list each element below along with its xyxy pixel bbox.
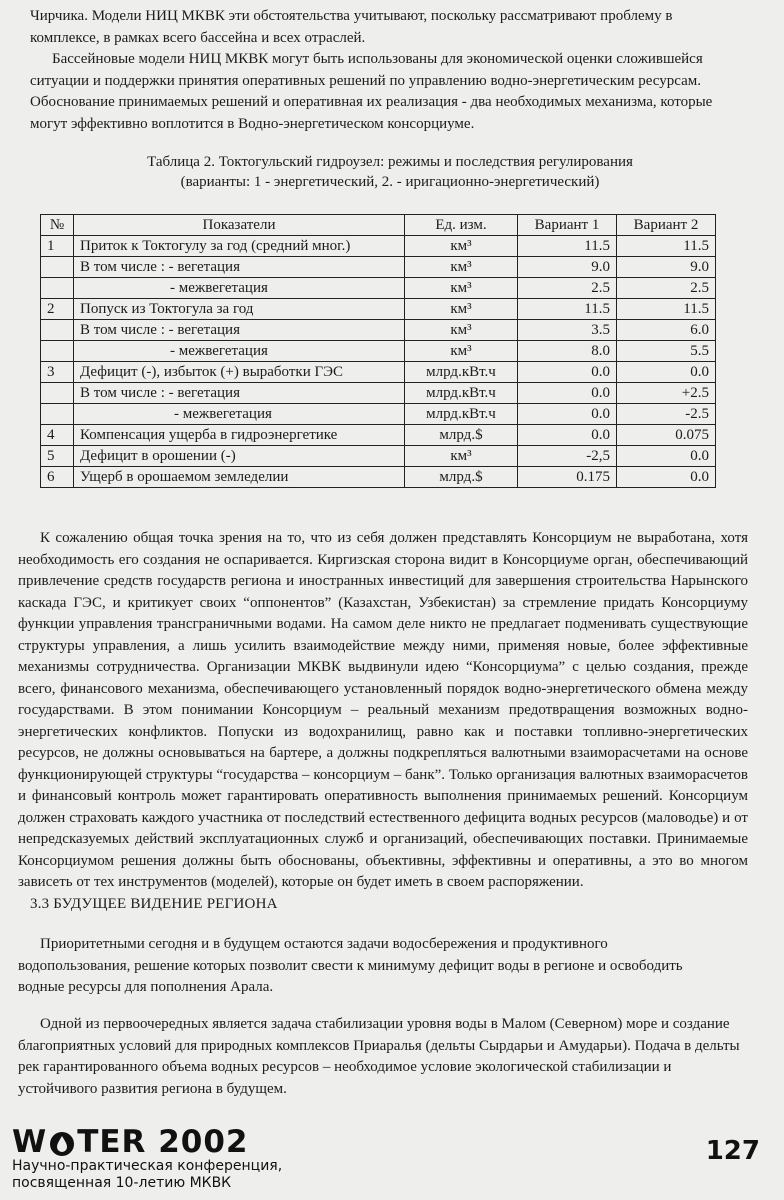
logo-letter-w: W	[12, 1124, 48, 1160]
header-indicator: Показатели	[74, 215, 405, 236]
row-num: 6	[41, 467, 74, 488]
table-row	[41, 257, 716, 278]
logo-text: TER 2002	[77, 1124, 249, 1160]
row-num	[41, 341, 74, 362]
table-row	[41, 299, 716, 320]
row-variant-1: 0.175	[518, 467, 617, 488]
table-row	[41, 362, 716, 383]
row-num: 1	[41, 236, 74, 257]
row-variant-1: -2,5	[518, 446, 617, 467]
row-variant-2: -2.5	[617, 404, 716, 425]
header-variant-2: Вариант 2	[617, 215, 716, 236]
row-variant-2: 5.5	[617, 341, 716, 362]
table-row	[41, 320, 716, 341]
row-num	[41, 383, 74, 404]
row-indicator: В том числе : - вегетация	[74, 383, 405, 404]
row-variant-1: 11.5	[518, 236, 617, 257]
table-header-row	[41, 215, 716, 236]
table-row	[41, 467, 716, 488]
row-indicator: - межвегетация	[74, 404, 405, 425]
row-unit: км³	[405, 299, 518, 320]
row-variant-1: 0.0	[518, 404, 617, 425]
row-variant-2: 11.5	[617, 299, 716, 320]
conference-line-2: посвященная 10-летию МКВК	[12, 1175, 232, 1191]
table-row	[41, 425, 716, 446]
intro-paragraph-1: Чирчика. Модели НИЦ МКВК эти обстоятельства учитывают, поскольку рассматривают проблему в комплексе, в рамках всего бассейна и всех отраслей.	[30, 8, 673, 46]
intro-text	[30, 6, 742, 135]
table-caption-variants: (варианты: 1 - энергетический, 2. - иригационно-энергетический)	[180, 174, 600, 190]
row-unit: млрд.$	[405, 425, 518, 446]
row-variant-2: 11.5	[617, 236, 716, 257]
row-variant-2: 6.0	[617, 320, 716, 341]
row-num	[41, 320, 74, 341]
row-variant-2: 9.0	[617, 257, 716, 278]
row-indicator: - межвегетация	[74, 278, 405, 299]
row-variant-2: 2.5	[617, 278, 716, 299]
paragraph-aral: Одной из первоочередных является задача стабилизации уровня воды в Малом (Северном) море и создание благоприятных условий для природных комплексов Приаралья (дельты Сырдарьи и Амударьи). Подача в дельты рек гарантированного объема водных ресурсов – необходимое условие экологической стабилизации и устойчивого развития региона в будущем.	[18, 1016, 740, 1097]
row-variant-2: 0.0	[617, 362, 716, 383]
row-variant-1: 0.0	[518, 362, 617, 383]
row-variant-1: 9.0	[518, 257, 617, 278]
table-row	[41, 383, 716, 404]
row-unit: км³	[405, 257, 518, 278]
row-unit: км³	[405, 236, 518, 257]
row-num	[41, 257, 74, 278]
body-paragraph: К сожалению общая точка зрения на то, что из себя должен представлять Консорциум не выработана, хотя необходимость его создания не оспаривается. Киргизская сторона видит в Консорциуме орган, обеспечивающий привлечение средств государств региона и иностранных инвестиций для завершения строительства Нарынского каскада ГЭС, и критикует своих “оппонентов” (Казахстан, Узбекистан) за стремление придать Консорциуму функции управления трансграничными водами. На самом деле никто не предлагает подменивать существующие структуры управления, а лишь усилить взаимодействие между ними, применяя новые, более эффективные механизмы сотрудничества. Организации МКВК выдвинули идею “Консорциума” с целью создания, прежде всего, финансового механизма, обеспечивающего установленный порядок водно-энергетического обмена между государствами. В этом понимании Консорциум – реальный механизм предотвращения возможных водно-энергетических конфликтов. Попуски из водохранилищ, равно как и поставки топливно-энергетических ресурсов, не должны основываться на бартере, а должны подкрепляться валютными взаиморасчетами на основе функционирующей структуры “государства – консорциум – банк”. Только организация валютных взаиморасчетов и финансовый контроль может гарантировать оперативность выполнения принимаемых решений. Консорциум должен страховать каждого участника от последствий естественного дефицита водных ресурсов (маловодье) и от непредсказуемых действий эксплуатационных служб и организаций, обеспечивающих поставки. Принимаемые Консорциумом решения должны быть обоснованы, объективны, эффективны и оперативны, а это во многом зависеть от тех инструментов (моделей), которые он будет иметь в своем распоряжении.	[18, 530, 748, 890]
row-indicator: Дефицит (-), избыток (+) выработки ГЭС	[74, 362, 405, 383]
row-num: 3	[41, 362, 74, 383]
row-variant-2: +2.5	[617, 383, 716, 404]
row-indicator: Дефицит в орошении (-)	[74, 446, 405, 467]
row-variant-1: 8.0	[518, 341, 617, 362]
row-indicator: В том числе : - вегетация	[74, 257, 405, 278]
row-indicator: - межвегетация	[74, 341, 405, 362]
section-heading: 3.3 БУДУЩЕЕ ВИДЕНИЕ РЕГИОНА	[30, 896, 278, 912]
table-caption	[110, 152, 670, 192]
header-unit: Ед. изм.	[405, 215, 518, 236]
row-variant-1: 2.5	[518, 278, 617, 299]
row-num	[41, 278, 74, 299]
table-row	[41, 341, 716, 362]
water-drop-icon	[49, 1127, 75, 1157]
row-indicator: Ущерб в орошаемом земледелии	[74, 467, 405, 488]
table-row	[41, 278, 716, 299]
row-unit: млрд.$	[405, 467, 518, 488]
row-unit: млрд.кВт.ч	[405, 383, 518, 404]
row-variant-2: 0.0	[617, 467, 716, 488]
table-row	[41, 404, 716, 425]
row-variant-1: 0.0	[518, 425, 617, 446]
intro-paragraph-2: Бассейновые модели НИЦ МКВК могут быть использованы для экономической оценки сложившейся ситуации и поддержки принятия оперативных решений по управлению водно-энергетическим ресурсам. Обоснование принимаемых решений и оперативная их реализация - два необходимых механизма, которые могут эффективно воплотится в Водно-энергетическом консорциуме.	[30, 51, 713, 132]
row-unit: км³	[405, 278, 518, 299]
row-indicator: В том числе : - вегетация	[74, 320, 405, 341]
row-variant-2: 0.075	[617, 425, 716, 446]
data-table	[40, 214, 716, 488]
table-row	[41, 236, 716, 257]
water-2002-logo	[12, 1124, 248, 1160]
row-num	[41, 404, 74, 425]
row-variant-1: 3.5	[518, 320, 617, 341]
header-variant-1: Вариант 1	[518, 215, 617, 236]
table-caption-title: Таблица 2. Токтогульский гидроузел: режимы и последствия регулирования	[147, 154, 633, 170]
conference-subtitle	[12, 1158, 282, 1192]
table-row	[41, 446, 716, 467]
row-unit: км³	[405, 446, 518, 467]
row-variant-1: 11.5	[518, 299, 617, 320]
row-num: 5	[41, 446, 74, 467]
row-num: 4	[41, 425, 74, 446]
row-unit: млрд.кВт.ч	[405, 404, 518, 425]
row-indicator: Приток к Токтогулу за год (средний мног.)	[74, 236, 405, 257]
row-variant-2: 0.0	[617, 446, 716, 467]
header-num: №	[41, 215, 74, 236]
row-unit: км³	[405, 341, 518, 362]
conference-line-1: Научно-практическая конференция,	[12, 1158, 283, 1174]
page-number: 127	[705, 1136, 760, 1166]
row-num: 2	[41, 299, 74, 320]
paragraph-priorities: Приоритетными сегодня и в будущем остаются задачи водосбережения и продуктивного водопользования, решение которых позволит свести к минимуму дефицит воды в регионе и освободить водные ресурсы для пополнения Арала.	[18, 936, 683, 995]
row-variant-1: 0.0	[518, 383, 617, 404]
row-indicator: Компенсация ущерба в гидроэнергетике	[74, 425, 405, 446]
row-unit: млрд.кВт.ч	[405, 362, 518, 383]
row-indicator: Попуск из Токтогула за год	[74, 299, 405, 320]
row-unit: км³	[405, 320, 518, 341]
